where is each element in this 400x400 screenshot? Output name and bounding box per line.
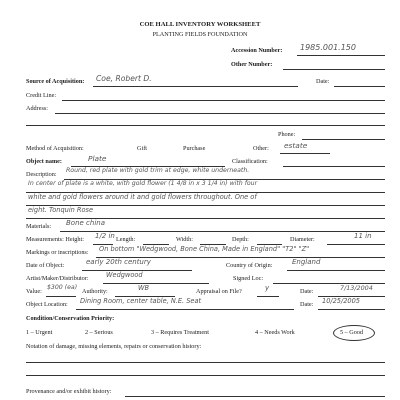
markings-label: Markings or inscriptions: [26,249,89,256]
value-value: $300 (ea) [47,284,78,291]
materials-label: Materials: [26,223,52,230]
object-name-value: Plate [88,154,107,163]
accession-label: Accession Number: [231,47,283,54]
country-label: Country of Origin: [226,262,273,269]
condition-option-4: 4 – Needs Work [255,329,295,336]
date-location-label: Date: [300,301,314,308]
appraisal-label: Appraisal on File? [196,288,242,295]
measurements-label: Measurements: Height: [26,236,84,243]
method-other-value: estate [284,141,308,150]
condition-option-2: 2 – Serious [85,329,113,336]
accession-value: 1985.001.150 [300,43,356,52]
description-label: Description: [26,171,57,178]
source-value: Coe, Robert D. [96,74,152,83]
worksheet-title: COE HALL INVENTORY WORKSHEET [139,21,261,28]
provenance-line [125,396,385,397]
credit-line-line [62,100,385,101]
artist-label: Artist/Maker/Distributor: [26,275,89,282]
country-line [287,270,385,271]
diameter-label: Diameter: [290,236,315,243]
value-line [46,296,76,297]
notation-line-2 [26,375,385,376]
location-value: Dining Room, center table, N.E. Seat [80,297,202,305]
object-name-label: Object name: [26,158,62,165]
date-of-object-value: early 20th century [86,258,151,266]
method-label: Method of Acquisition: [26,145,84,152]
method-gift: Gift [137,145,147,152]
date-location-value: 10/25/2005 [322,297,361,305]
address-label: Address: [26,105,48,112]
method-other-label: Other: [253,145,269,152]
source-label: Source of Acquisition: [26,78,85,85]
artist-line [103,283,209,284]
method-purchase: Purchase [183,145,206,152]
description-line-4: eight. Tonquin Rose [28,206,94,214]
depth-label: Depth: [232,236,249,243]
date-of-object-label: Date of Object: [26,262,65,269]
address-line-2 [26,125,385,126]
worksheet-subtitle: PLANTING FIELDS FOUNDATION [152,31,248,38]
date-value-label: Date: [300,288,314,295]
provenance-label: Provenance and/or exhibit history: [26,388,112,395]
country-value: England [292,258,321,266]
source-line [93,86,298,87]
width-label: Width: [176,236,193,243]
notation-label: Notation of damage, missing elements, repairs or conservation history: [26,343,202,350]
artist-value: Wedgwood [106,271,143,279]
authority-label: Authority: [82,288,108,295]
markings-value: On bottom "Wedgwood, Bone China, Made in England" "T2" "Z" [99,245,310,253]
accession-line [297,55,385,56]
classification-line [283,166,385,167]
condition-selected-circle [333,325,375,341]
other-number-line [283,69,385,70]
credit-line-label: Credit Line: [26,92,57,99]
materials-value: Bone china [66,219,106,227]
condition-option-1: 1 – Urgent [26,329,53,336]
description-line-2: In center of plate is a white, with gold flower (1 4/8 in x 3 1/4 in) with four [28,180,258,187]
description-line-3: white and gold flowers around it and gold flowers throughout. One of [28,193,257,201]
height-value: 1/2 in [95,232,115,240]
diameter-line [327,244,385,245]
method-other-line [280,153,330,154]
condition-option-3: 3 – Requires Treatment [151,329,209,336]
appraisal-value: y [265,284,270,292]
other-number-label: Other Number: [231,61,273,68]
location-line [76,309,294,310]
date-location-line [318,309,385,310]
signed-label: Signed Loc: [233,275,264,282]
location-label: Object Location: [26,301,68,308]
source-date-label: Date: [316,78,330,85]
condition-label: Condition/Conservation Priority: [26,315,115,322]
diameter-value: 11 in [354,232,372,240]
length-label: Length: [116,236,136,243]
phone-line [302,139,385,140]
classification-label: Classification: [232,158,268,165]
date-value-value: 7/13/2004 [340,284,373,292]
address-line [55,113,385,114]
condition-option-5: 5 – Good [340,329,364,336]
notation-line-1 [26,362,385,363]
authority-value: WB [138,284,150,292]
source-date-line [334,86,385,87]
value-label: Value: [26,288,42,295]
phone-label: Phone: [278,131,296,138]
appraisal-line [257,296,279,297]
description-line-1: Round, red plate with gold trim at edge, white underneath. [66,167,250,174]
